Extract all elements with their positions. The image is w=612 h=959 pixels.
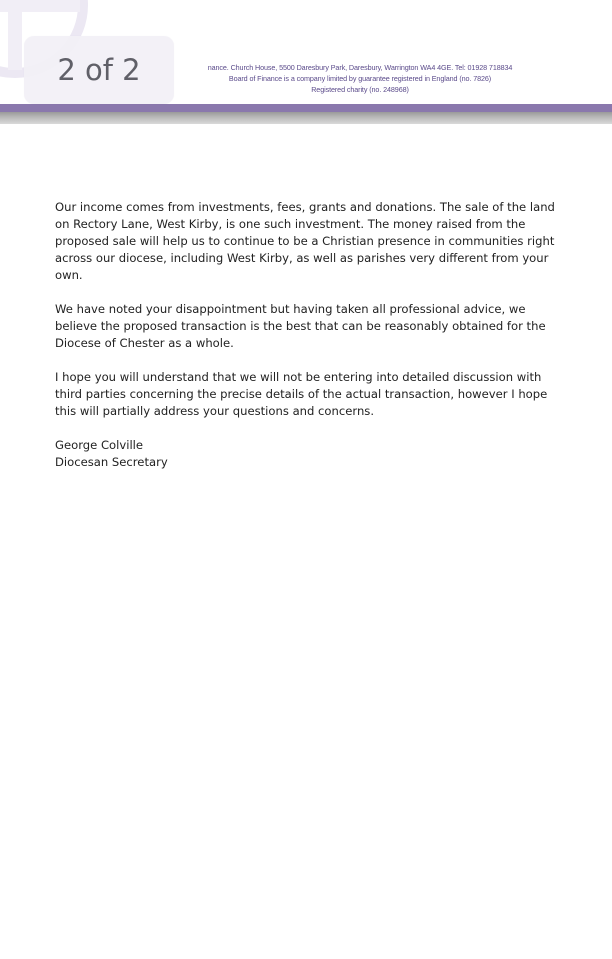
letter-paragraph: I hope you will understand that we will not be entering into detailed discussion with third parties concerning the precise details of the actual transaction, however I hope this will partially address your questions and concerns. bbox=[55, 370, 548, 418]
company-registration-line: Board of Finance is a company limited by guarantee registered in England (no. 7826) bbox=[228, 74, 492, 83]
letterhead-accent-band bbox=[0, 104, 612, 112]
charity-registration-line: Registered charity (no. 248968) bbox=[311, 85, 409, 94]
page-indicator: 2 of 2 bbox=[24, 36, 174, 104]
signature-block bbox=[55, 437, 560, 471]
letterhead-shadow-band bbox=[0, 112, 612, 124]
signature-title: Diocesan Secretary bbox=[55, 455, 168, 469]
address-line: nance. Church House, 5500 Daresbury Park, Daresbury, Warrington WA4 4GE. Tel: 01928 718834 bbox=[207, 63, 513, 72]
letter-paragraph: Our income comes from investments, fees, grants and donations. The sale of the land on Rectory Lane, West Kirby, is one such investment. The money raised from the proposed sale will help us to continue to be a Christian presence in communities right across our diocese, including West Kirby, as well as parishes very different from your own. bbox=[55, 200, 555, 282]
letter-body bbox=[55, 199, 560, 488]
letterhead-contact-info bbox=[160, 62, 560, 95]
letter-paragraph: We have noted your disappointment but having taken all professional advice, we believe the proposed transaction is the best that can be reasonably obtained for the Diocese of Chester as a whole. bbox=[55, 302, 546, 350]
signature-name: George Colville bbox=[55, 438, 144, 452]
